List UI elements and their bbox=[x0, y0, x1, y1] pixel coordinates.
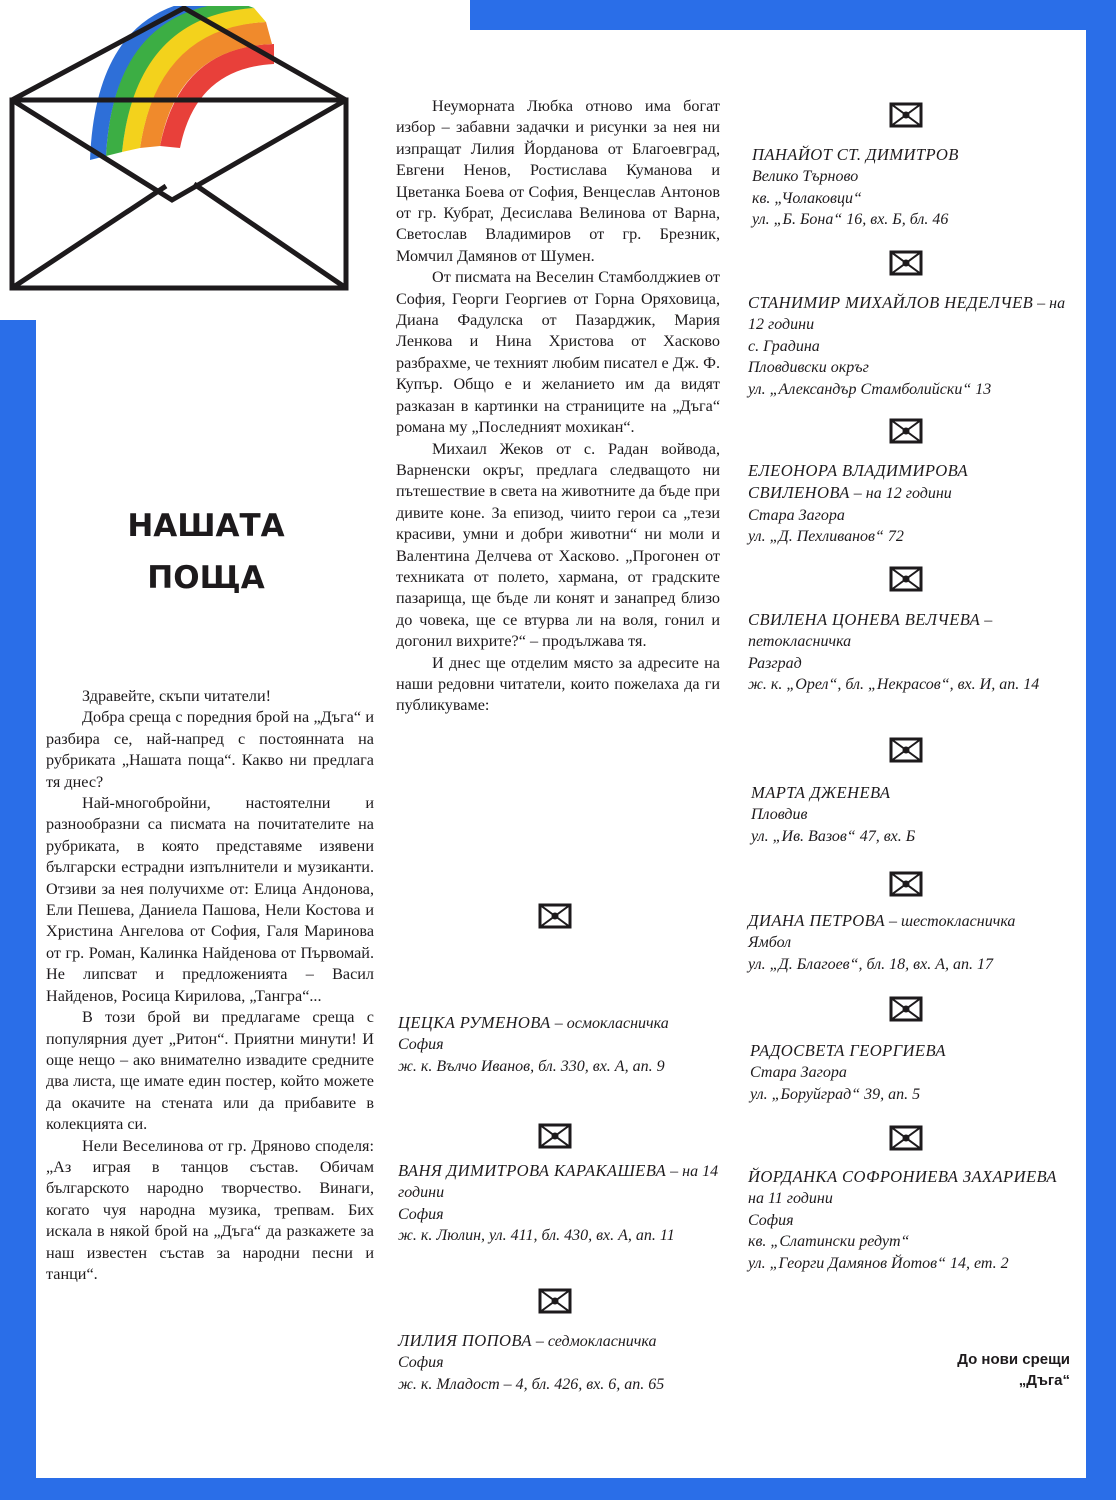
address-line: петокласничка bbox=[748, 633, 852, 651]
signoff-line-1: До нови срещи bbox=[957, 1351, 1070, 1368]
address-line: ул. „Боруйград“ 39, ап. 5 bbox=[750, 1085, 921, 1103]
reader-address bbox=[748, 1166, 1074, 1274]
paragraph: И днес ще отделим място за адресите на наши редовни читатели, които пожелаха да ги публикуваме: bbox=[396, 653, 720, 715]
address-line: ул. „Б. Бона“ 16, вх. Б, бл. 46 bbox=[752, 211, 949, 229]
reader-address bbox=[752, 144, 1072, 231]
address-line: ж. к. Люлин, ул. 411, бл. 430, вх. А, ап. 11 bbox=[398, 1227, 675, 1245]
address-line: Велико Търново bbox=[752, 168, 859, 186]
address-line: с. Градина bbox=[748, 337, 820, 355]
paragraph: Нели Веселинова от гр. Дряново споделя: „Аз играя в танцов състав. Обичам българското народно творчество. Винаги, когато чуя народна музика, трепвам. Бих искала в някой брой на „Дъга“ да разкажете за наш известен състав за народни песни и танци“. bbox=[46, 1136, 374, 1283]
address-line: София bbox=[748, 1211, 794, 1229]
reader-name: ПАНАЙОТ СТ. ДИМИТРОВ bbox=[752, 145, 959, 164]
address-line: Стара Загора bbox=[748, 506, 845, 524]
envelope-icon bbox=[889, 566, 923, 592]
address-line: ул. „Георги Дамянов Йотов“ 14, ет. 2 bbox=[748, 1254, 1009, 1272]
envelope-icon bbox=[538, 1123, 572, 1149]
paragraph: Михаил Жеков от с. Радан войвода, Варненски окръг, предлага следващото ни пътешествие в света на животните да бъде при дивите коне. За епизод, чиито герои са „тези красиви, умни и добри животни“ ни моли и Валентина Делчева от Хасково. „Прогонен от техниката от полето, харманa, от градските пазарища, ще бъде ли конят и занапред близо до човека, ще се втурва ли на воля, гонил и догонил вихрите?“ – продължава тя. bbox=[396, 439, 720, 651]
greeting: Здравейте, скъпи читатели! bbox=[82, 687, 271, 705]
reader-name: МАРТА ДЖЕНЕВА bbox=[751, 783, 891, 802]
reader-name: СТАНИМИР МИХАЙЛОВ НЕДЕЛЧЕВ bbox=[748, 293, 1034, 312]
paragraph: В този брой ви предлагаме среща с популярния дует „Ритон“. Приятни минути! И още нещо – ако внимателно извадите средните два листа, ще имате един постер, който можете да окачите на стената или да прибавите в колекцията си. bbox=[46, 1008, 374, 1134]
address-line: Ямбол bbox=[748, 934, 792, 952]
address-line: Стара Загора bbox=[750, 1064, 847, 1082]
reader-address bbox=[748, 292, 1074, 400]
reader-note: – на 14 години bbox=[398, 1163, 719, 1202]
envelope-icon bbox=[889, 102, 923, 128]
address-line: кв. „Чолаковци“ bbox=[752, 189, 862, 207]
reader-address bbox=[398, 1160, 720, 1247]
reader-name: ЦЕЦКА РУМЕНОВА bbox=[398, 1013, 551, 1032]
address-line: ул. „Д. Пехливанов“ 72 bbox=[748, 528, 904, 546]
reader-address bbox=[748, 910, 1074, 975]
column-middle bbox=[396, 96, 720, 717]
reader-note: – на 12 години bbox=[849, 485, 952, 503]
reader-name: ВАНЯ ДИМИТРОВА КАРАКАШЕВА bbox=[398, 1161, 667, 1180]
paragraph: Неуморната Любка отново има богат избор – забавни задачки и рисунки за нея ни изпращат Лилия Йорданова от Благоевград, Евгени Ненов, Ростислава Куманова и Цветанка Боева от София, Венцеслав Антонов от гр. Кубрат, Десислава Велинова от Варна, Светослав Владимиров от гр. Брезник, Момчил Дамянов от Шумен. bbox=[396, 97, 720, 265]
page-title bbox=[96, 500, 316, 604]
address-line: ж. к. Вълчо Иванов, бл. 330, вх. А, ап. 9 bbox=[398, 1057, 665, 1075]
envelope-icon bbox=[889, 250, 923, 276]
address-line: ул. „Ив. Вазов“ 47, вх. Б bbox=[751, 827, 916, 845]
envelope-icon bbox=[889, 1125, 923, 1151]
rainbow-icon bbox=[90, 6, 274, 160]
reader-note: – bbox=[980, 612, 993, 629]
envelope-icon bbox=[538, 903, 572, 929]
address-line: Пловдивски окръг bbox=[748, 359, 869, 377]
address-line: ж. к. „Орел“, бл. „Некрасов“, вх. И, ап. 14 bbox=[748, 676, 1040, 694]
address-line: Пловдив bbox=[751, 806, 808, 824]
reader-name: ЙОРДАНКА СОФРОНИЕВА ЗАХАРИЕВА bbox=[748, 1167, 1057, 1186]
address-line: ул. „Александър Стамболийски“ 13 bbox=[748, 380, 992, 398]
envelope-icon bbox=[889, 418, 923, 444]
reader-address bbox=[750, 1040, 1072, 1105]
title-line-1: НАШАТА bbox=[127, 508, 285, 544]
reader-name: РАДОСВЕТА ГЕОРГИЕВА bbox=[750, 1041, 946, 1060]
address-line: София bbox=[398, 1036, 444, 1054]
signoff-line-2: „Дъга“ bbox=[1018, 1372, 1070, 1389]
envelope-icon bbox=[889, 737, 923, 763]
reader-note: – осмокласничка bbox=[550, 1015, 669, 1032]
reader-name: ЕЛЕОНОРА ВЛАДИМИРОВА СВИЛЕНОВА bbox=[748, 461, 969, 503]
envelope-icon bbox=[889, 996, 923, 1022]
reader-address bbox=[748, 460, 1074, 548]
address-line: София bbox=[398, 1354, 444, 1372]
paragraph: От писмата на Веселин Стамболджиев от София, Георги Георгиев от Горна Оряховица, Диана Фадулска от Пазарджик, Мария Ленкова и Нина Христова от Хасково разбрахме, че техният любим писател е Дж. Ф. Купър. Общо е и желанието им да видят разказан в картинки на страниците на „Дъга“ романа му „Последният мохикан“. bbox=[396, 268, 720, 437]
envelope-icon bbox=[889, 871, 923, 897]
address-line: Разград bbox=[748, 654, 802, 672]
envelope-rainbow-illustration bbox=[8, 6, 354, 292]
reader-note: – шестокласничка bbox=[885, 913, 1016, 930]
column-left bbox=[46, 686, 374, 1285]
envelope-icon bbox=[538, 1288, 572, 1314]
reader-name: ЛИЛИЯ ПОПОВА bbox=[398, 1331, 532, 1350]
paragraph: Добра среща с поредния брой на „Дъга“ и разбира се, най-напред с постоянната на рубриката „Нашата поща“. Какво ни предлага тя днес? bbox=[46, 708, 374, 791]
reader-address bbox=[398, 1012, 720, 1077]
reader-name: СВИЛЕНА ЦОНЕВА ВЕЛЧЕВА bbox=[748, 610, 981, 629]
reader-note: на 11 години bbox=[748, 1190, 833, 1208]
address-line: ул. „Д. Благоев“, бл. 18, вх. А, ап. 17 bbox=[748, 955, 993, 973]
reader-note: – на 12 години bbox=[748, 295, 1066, 334]
address-line: кв. „Слатински редут“ bbox=[748, 1233, 910, 1251]
address-line: София bbox=[398, 1205, 444, 1223]
reader-address bbox=[398, 1330, 720, 1395]
address-line: ж. к. Младост – 4, бл. 426, вх. 6, ап. 65 bbox=[398, 1375, 665, 1393]
reader-address bbox=[748, 609, 1074, 696]
signoff bbox=[880, 1349, 1070, 1391]
reader-note: – седмокласничка bbox=[531, 1333, 657, 1350]
reader-name: ДИАНА ПЕТРОВА bbox=[748, 911, 886, 930]
title-line-2: ПОЩА bbox=[147, 560, 265, 596]
paragraph: Най-многобройни, настоятелни и разнообразни са писмата на почитателите на рубриката, в която представяме изявени български естрадни изпълнители и музиканти. Отзиви за нея получихме от: Елица Андонова, Ели Пешева, Даниела Пашова, Нели Костова и Христина Ангелова от София, Галя Маринова от гр. Роман, Калинка Найденова от Първомай. Не липсват и предложенията – Васил Найденов, Росица Кирилова, „Тангра“... bbox=[46, 794, 374, 1005]
reader-address bbox=[751, 782, 1073, 847]
